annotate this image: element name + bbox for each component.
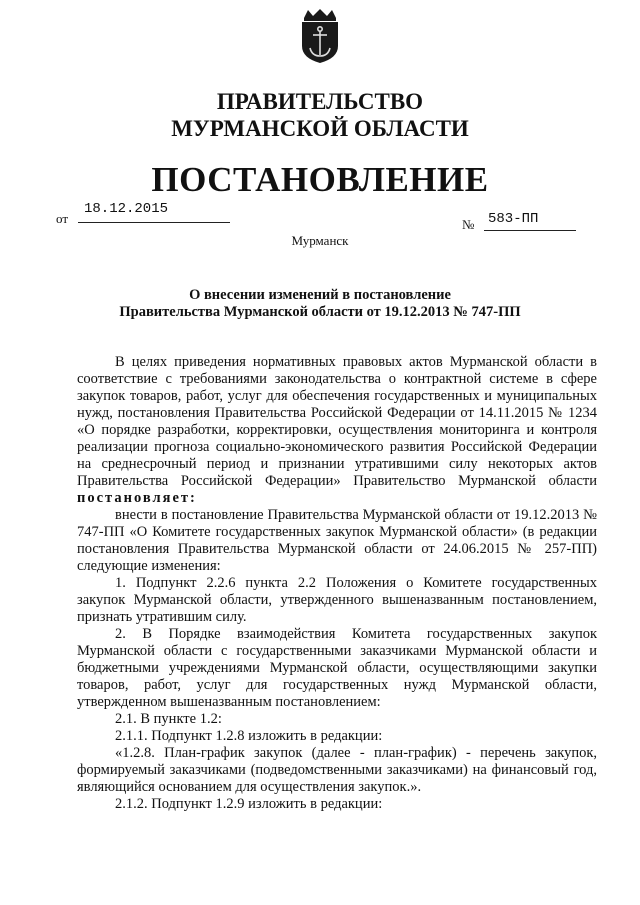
body-paragraph: 1. Подпункт 2.2.6 пункта 2.2 Положения о Комитете государственных закупок Мурманской области, утвержденного вышеназванным постановлением, признать утратившим силу. (77, 575, 597, 625)
resolves-keyword: постановляет: (77, 490, 197, 506)
body-paragraph: внести в постановление Правительства Мурманской области от 19.12.2013 № 747-ПП «О Комитете государственных закупок Мурманской области» (в редакции постановления Правительства Мурманской области от 24.06.2015 № 257-ПП) следующие изменения: (77, 507, 597, 574)
body-paragraph: «1.2.8. План-график закупок (далее - план-график) - перечень закупок, формируемый заказчиками (подведомственными заказчиками) на финансовый год, являющийся основанием для осуществления закупок.». (77, 745, 597, 795)
subject-line2: Правительства Мурманской области от 19.12.2013 № 747-ПП (119, 304, 521, 320)
document-type-title: ПОСТАНОВЛЕНИЕ (151, 160, 489, 199)
document-subject (0, 287, 640, 321)
authority-name-line1: ПРАВИТЕЛЬСТВО (216, 89, 424, 114)
body-paragraph (77, 354, 597, 507)
paragraph-text: В целях приведения нормативных правовых актов Мурманской области в соответствие с требованиями законодательства о контрактной системе в сфере закупок товаров, работ, услуг для обеспечения государственных и муниципальных нужд, постановления Правительства Российской Федерации от 14.11.2015 № 1234 «О порядке разработки, корректировки, осуществления мониторинга и контроля реализации прогноза социально-экономического развития Российской Федерации на среднесрочный период и признании утратившими силу некоторых актов Правительства Российской Федерации» Правительство Мурманской области (77, 354, 597, 489)
document-number: 583-ПП (484, 211, 576, 231)
body-paragraph: 2.1.1. Подпункт 1.2.8 изложить в редакции: (115, 728, 383, 744)
body-paragraph: 2.1.2. Подпункт 1.2.9 изложить в редакции: (115, 796, 383, 812)
document-city: Мурманск (291, 233, 349, 248)
coat-of-arms-icon (298, 8, 342, 64)
date-prefix: от (56, 211, 69, 226)
document-date: 18.12.2015 (78, 201, 230, 223)
authority-name-line2: МУРМАНСКОЙ ОБЛАСТИ (171, 116, 469, 141)
body-paragraph: 2.1. В пункте 1.2: (115, 711, 222, 727)
body-paragraph: 2. В Порядке взаимодействия Комитета государственных закупок Мурманской области с государственными заказчиками Мурманской области и бюджетными учреждениями Мурманской области, осуществляющими закупки товаров, работ, услуг для государственных нужд Мурманской области, утвержденном вышеназванным постановлением: (77, 626, 597, 710)
number-prefix: № (462, 217, 475, 232)
document-body (77, 354, 597, 813)
subject-line1: О внесении изменений в постановление (189, 287, 451, 303)
